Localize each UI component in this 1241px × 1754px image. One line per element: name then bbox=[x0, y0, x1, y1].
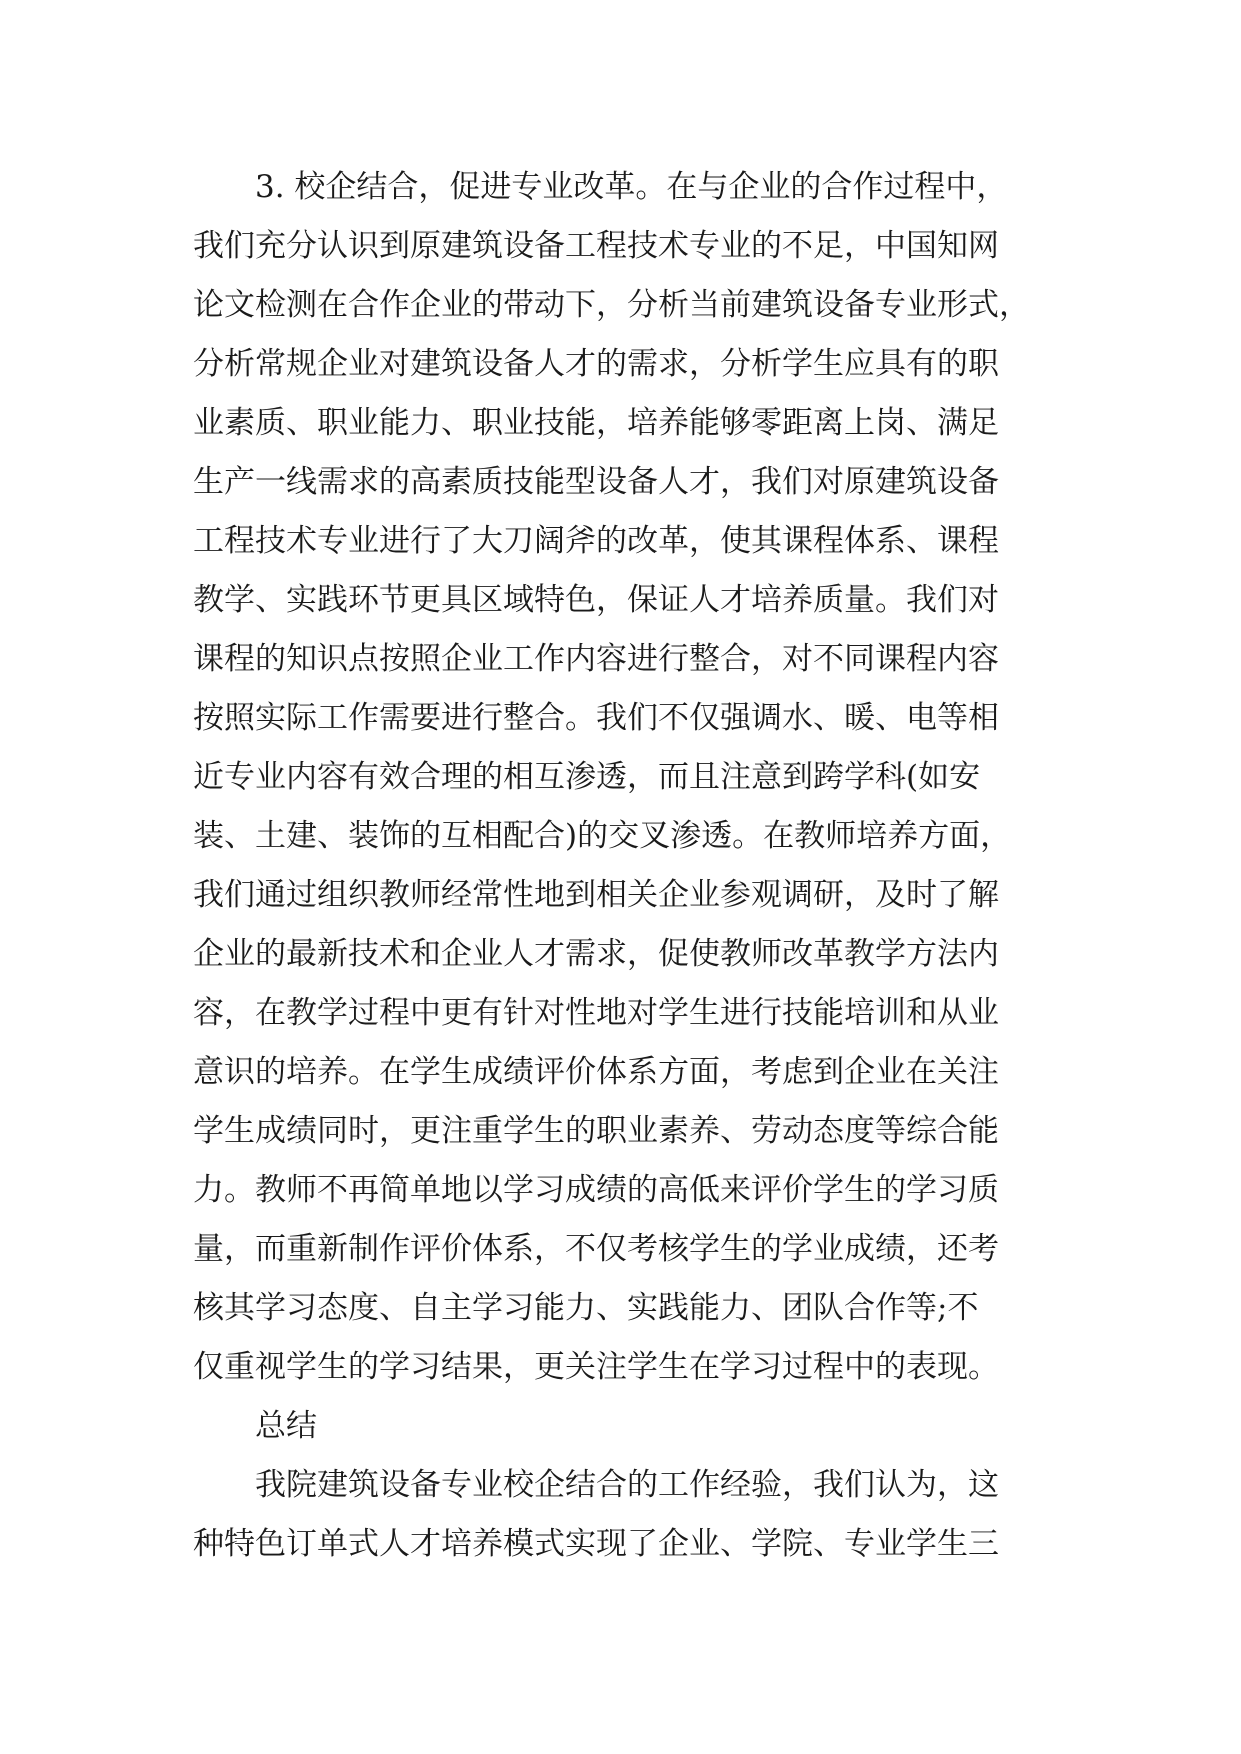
paragraph-1-line-17: 学生成绩同时，更注重学生的职业素养、劳动态度等综合能 bbox=[193, 1113, 999, 1149]
paragraph-2-line-1: 我院建筑设备专业校企结合的工作经验，我们认为，这 bbox=[255, 1467, 999, 1503]
paragraph-1-line-14: 企业的最新技术和企业人才需求，促使教师改革教学方法内 bbox=[193, 936, 999, 972]
paragraph-1-line-15: 容，在教学过程中更有针对性地对学生进行技能培训和从业 bbox=[193, 995, 999, 1031]
paragraph-1-line-10: 按照实际工作需要进行整合。我们不仅强调水、暖、电等相 bbox=[193, 700, 999, 736]
paragraph-1-line-12: 装、土建、装饰的互相配合)的交叉渗透。在教师培养方面， bbox=[193, 818, 1012, 854]
paragraph-1-line-16: 意识的培养。在学生成绩评价体系方面，考虑到企业在关注 bbox=[193, 1054, 999, 1090]
paragraph-1-line-18: 力。教师不再简单地以学习成绩的高低来评价学生的学习质 bbox=[193, 1172, 999, 1208]
section-heading-summary: 总结 bbox=[255, 1408, 317, 1444]
paragraph-1-line-7: 工程技术专业进行了大刀阔斧的改革，使其课程体系、课程 bbox=[193, 523, 999, 559]
paragraph-1-line-8: 教学、实践环节更具区域特色，保证人才培养质量。我们对 bbox=[193, 582, 999, 618]
paragraph-1-line-20: 核其学习态度、自主学习能力、实践能力、团队合作等;不 bbox=[193, 1290, 979, 1326]
paragraph-1-line-4: 分析常规企业对建筑设备人才的需求，分析学生应具有的职 bbox=[193, 346, 999, 382]
paragraph-1-line-2: 我们充分认识到原建筑设备工程技术专业的不足，中国知网 bbox=[193, 228, 999, 264]
paragraph-1-line-21: 仅重视学生的学习结果，更关注学生在学习过程中的表现。 bbox=[193, 1349, 999, 1385]
paragraph-1-line-13: 我们通过组织教师经常性地到相关企业参观调研，及时了解 bbox=[193, 877, 999, 913]
paragraph-1-line-6: 生产一线需求的高素质技能型设备人才，我们对原建筑设备 bbox=[193, 464, 999, 500]
paragraph-1-line-9: 课程的知识点按照企业工作内容进行整合，对不同课程内容 bbox=[193, 641, 999, 677]
paragraph-1-line-1: 3. 校企结合，促进专业改革。在与企业的合作过程中， bbox=[255, 169, 1008, 205]
paragraph-1-line-3: 论文检测在合作企业的带动下，分析当前建筑设备专业形式， bbox=[193, 287, 1030, 323]
paragraph-2-line-2: 种特色订单式人才培养模式实现了企业、学院、专业学生三 bbox=[193, 1526, 999, 1562]
paragraph-1-line-5: 业素质、职业能力、职业技能，培养能够零距离上岗、满足 bbox=[193, 405, 999, 441]
paragraph-1-line-19: 量，而重新制作评价体系，不仅考核学生的学业成绩，还考 bbox=[193, 1231, 999, 1267]
paragraph-1-line-11: 近专业内容有效合理的相互渗透，而且注意到跨学科(如安 bbox=[193, 759, 981, 795]
